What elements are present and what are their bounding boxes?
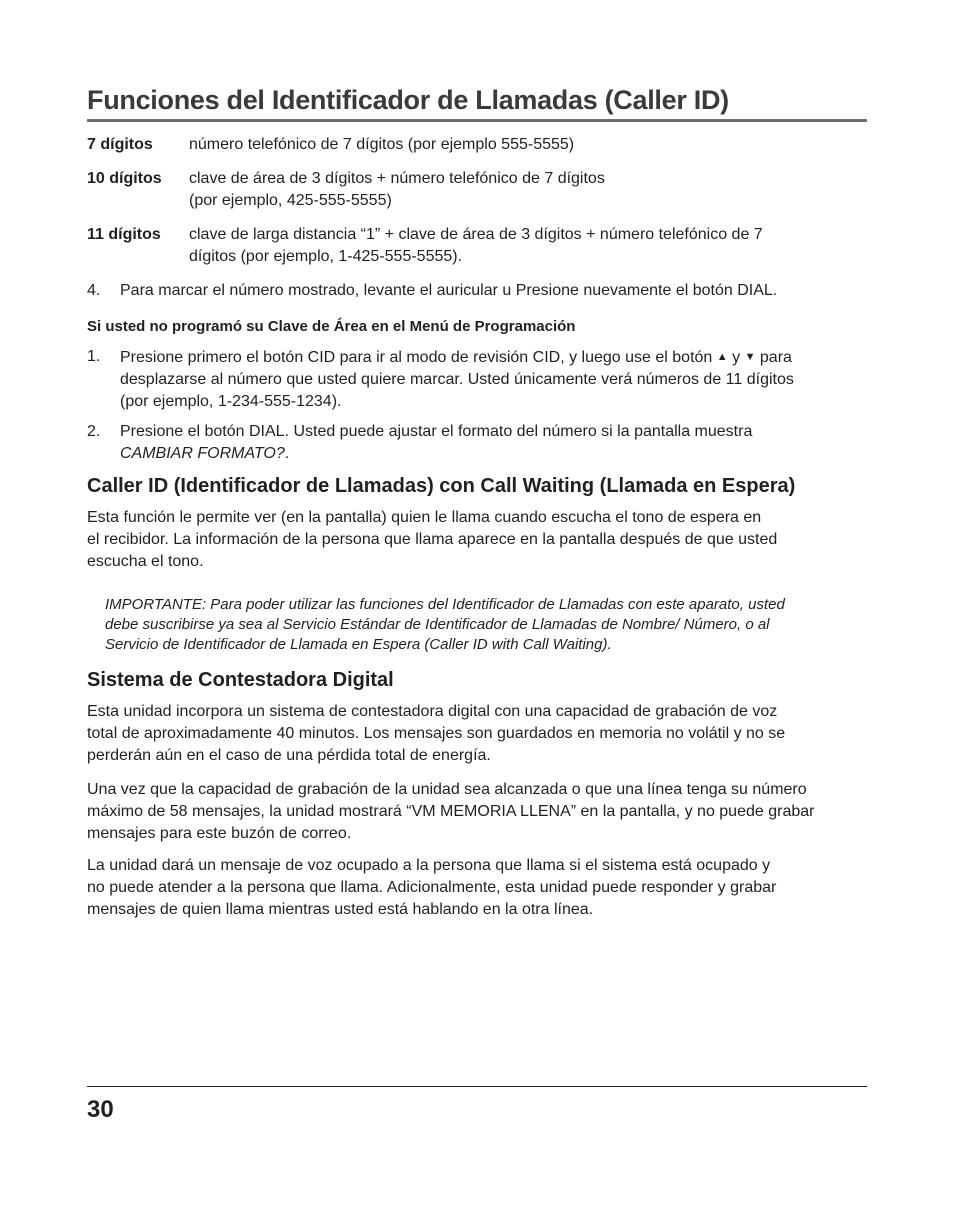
note-line: Servicio de Identificador de Llamada en Espera (Caller ID with Call Waiting).	[105, 636, 612, 653]
format-desc	[189, 224, 867, 268]
joiner-text: y	[732, 349, 741, 366]
step-4	[87, 280, 867, 302]
format-desc-line: clave de área de 3 dígitos + número telefónico de 7 dígitos	[189, 170, 605, 187]
paragraph-line: el recibidor. La información de la persona que llama aparece en la pantalla después de que usted	[87, 531, 778, 548]
up-arrow-icon: ▲	[716, 351, 728, 363]
format-label: 11 dígitos	[87, 226, 161, 243]
footer-rule	[87, 1086, 867, 1087]
step-line	[120, 346, 867, 369]
down-arrow-icon: ▼	[744, 351, 756, 363]
step-text	[120, 421, 867, 465]
format-label: 10 dígitos	[87, 170, 162, 187]
step-text	[120, 346, 867, 413]
step-text-b: para	[759, 349, 792, 366]
answering-paragraph-2	[87, 779, 867, 845]
format-prompt: CAMBIAR FORMATO?	[120, 445, 285, 462]
paragraph-line: Esta unidad incorpora un sistema de contestadora digital con una capacidad de grabación de voz	[87, 703, 778, 720]
answering-paragraph-3	[87, 855, 867, 921]
title-rule	[87, 119, 867, 122]
format-row-10	[87, 168, 867, 212]
important-note	[87, 595, 867, 655]
answering-system-heading: Sistema de Contestadora Digital	[87, 669, 394, 691]
format-desc: número telefónico de 7 dígitos (por ejemplo 555-5555)	[189, 136, 575, 153]
format-desc-line: dígitos (por ejemplo, 1-425-555-5555).	[189, 248, 463, 265]
format-desc-line: clave de larga distancia “1” + clave de área de 3 dígitos + número telefónico de 7	[189, 226, 763, 243]
paragraph-line: Esta función le permite ver (en la pantalla) quien le llama cuando escucha el tono de espera en	[87, 509, 762, 526]
call-waiting-paragraph	[87, 507, 867, 573]
period: .	[284, 445, 290, 462]
step-line	[120, 443, 867, 465]
format-row-11	[87, 224, 867, 268]
format-row-7	[87, 134, 867, 156]
format-desc-line: (por ejemplo, 425-555-5555)	[189, 192, 392, 209]
call-waiting-heading: Caller ID (Identificador de Llamadas) con Call Waiting (Llamada en Espera)	[87, 475, 796, 497]
paragraph-line: La unidad dará un mensaje de voz ocupado a la persona que llama si el sistema está ocupado y	[87, 857, 771, 874]
paragraph-line: total de aproximadamente 40 minutos. Los mensajes son guardados en memoria no volátil y no se	[87, 725, 786, 742]
answering-paragraph-1	[87, 701, 867, 767]
step-number: 2.	[87, 423, 101, 440]
step-line: (por ejemplo, 1-234-555-1234).	[120, 393, 342, 410]
paragraph-line: no puede atender a la persona que llama. Adicionalmente, esta unidad puede responder y grabar	[87, 879, 777, 896]
step-text-a: Presione primero el botón CID para ir al modo de revisión CID, y luego use el botón	[120, 349, 713, 366]
step-1	[87, 346, 867, 413]
step-line: Presione el botón DIAL. Usted puede ajustar el formato del número si la pantalla muestra	[120, 423, 753, 440]
step-line: desplazarse al número que usted quiere marcar. Usted únicamente verá números de 11 dígitos	[120, 371, 794, 388]
step-number: 4.	[87, 282, 101, 299]
paragraph-line: mensajes de quien llama mientras usted está hablando en la otra línea.	[87, 901, 594, 918]
paragraph-line: escucha el tono.	[87, 553, 204, 570]
format-label: 7 dígitos	[87, 136, 153, 153]
page-content	[87, 84, 867, 921]
step-text: Para marcar el número mostrado, levante el auricular u Presione nuevamente el botón DIAL.	[120, 282, 778, 299]
format-desc	[189, 168, 867, 212]
page-title: Funciones del Identificador de Llamadas (Caller ID)	[87, 85, 729, 115]
note-line: IMPORTANTE: Para poder utilizar las funciones del Identificador de Llamadas con este aparato, usted	[105, 596, 785, 613]
paragraph-line: Una vez que la capacidad de grabación de la unidad sea alcanzada o que una línea tenga su número	[87, 781, 807, 798]
paragraph-line: máximo de 58 mensajes, la unidad mostrará “VM MEMORIA LLENA” en la pantalla, y no puede grabar	[87, 803, 815, 820]
note-line: debe suscribirse ya sea al Servicio Estándar de Identificador de Llamadas de Nombre/ Número, o al	[105, 616, 770, 633]
paragraph-line: mensajes para este buzón de correo.	[87, 825, 352, 842]
step-number: 1.	[87, 348, 101, 365]
page-number: 30	[87, 1096, 114, 1123]
step-2	[87, 421, 867, 465]
no-area-code-heading: Si usted no programó su Clave de Área en el Menú de Programación	[87, 318, 576, 335]
paragraph-line: perderán aún en el caso de una pérdida total de energía.	[87, 747, 491, 764]
